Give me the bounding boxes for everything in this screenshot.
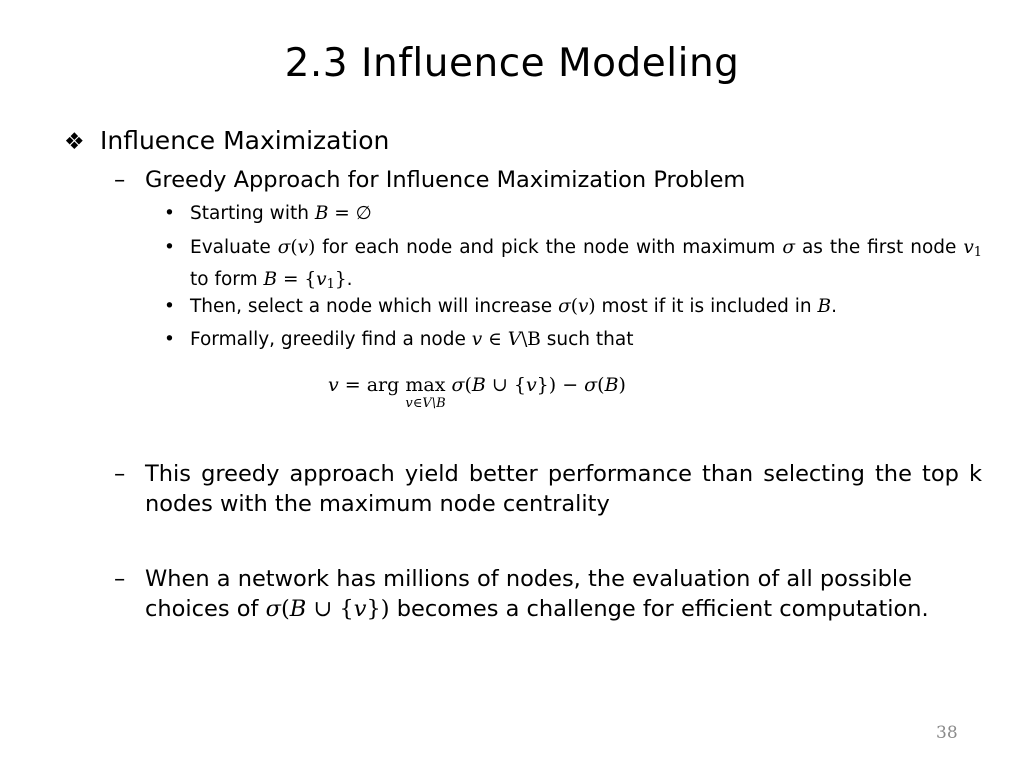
dash-marker: – <box>114 167 126 193</box>
text-segment: Evaluate <box>190 237 278 258</box>
text-segment: ) <box>308 237 316 258</box>
text-segment: ( <box>280 596 290 622</box>
text-segment: V <box>507 329 522 350</box>
formula-lhs <box>328 374 405 396</box>
text-segment: }) <box>366 596 390 622</box>
dot-marker: • <box>164 329 175 350</box>
text-segment: ( <box>290 237 298 258</box>
text-segment: }) − <box>536 374 585 396</box>
text-segment: . <box>831 296 837 317</box>
subbullet-text: Greedy Approach for Influence Maximization Problem <box>145 167 746 193</box>
formula-max-operator <box>405 374 446 411</box>
text-segment: B <box>289 596 307 622</box>
text-segment: v <box>525 374 537 396</box>
text-segment: for each node and pick the node with maximum <box>315 237 783 258</box>
text-segment: ) <box>588 296 596 317</box>
text-segment: B <box>314 203 329 224</box>
formula-rhs <box>445 374 626 396</box>
step-text <box>190 200 982 227</box>
text-segment: ( <box>597 374 605 396</box>
text-segment: B <box>263 269 278 291</box>
step-text <box>190 326 982 353</box>
text-segment: = ∅ <box>328 203 372 224</box>
text-segment: . <box>346 269 353 291</box>
text-segment: 1 <box>326 277 335 293</box>
text-segment: B <box>817 296 832 317</box>
text-segment: \B <box>521 329 541 350</box>
text-segment: ( <box>464 374 472 396</box>
dot-marker: • <box>164 296 175 317</box>
text-segment: σ <box>451 374 465 396</box>
text-segment: becomes a challenge for efficient computation. <box>389 596 929 622</box>
text-segment: This greedy approach yield better performance than selecting the top k nodes with the maximum node centrality <box>145 461 982 517</box>
text-segment: most if it is included in <box>595 296 818 317</box>
bullet-text: Influence Maximization <box>100 126 390 155</box>
text-segment: v <box>316 269 327 291</box>
text-segment: ∪ { <box>306 596 354 622</box>
argmax-formula <box>328 374 626 411</box>
page-number: 38 <box>936 723 958 743</box>
text-segment: = { <box>277 269 317 291</box>
text-segment: ∈ <box>482 329 508 350</box>
formula-max-subscript: v∈V\B <box>405 396 446 411</box>
text-segment: v <box>963 237 974 258</box>
text-segment: σ <box>265 596 281 622</box>
text-segment: B <box>471 374 486 396</box>
step-text <box>190 234 982 298</box>
diamond-bullet-icon: ❖ <box>64 129 85 155</box>
text-segment: to form <box>190 269 264 291</box>
text-segment: σ <box>782 237 796 258</box>
text-segment: v <box>577 296 589 317</box>
point-text <box>145 564 955 624</box>
text-segment: σ <box>277 237 291 258</box>
formula-max-label: max <box>405 374 446 396</box>
text-segment: } <box>334 269 347 291</box>
dash-marker: – <box>114 566 126 592</box>
text-segment: ∪ { <box>485 374 526 396</box>
text-segment: v <box>328 374 339 396</box>
slide-title: 2.3 Influence Modeling <box>284 41 740 86</box>
text-segment: v <box>471 329 483 350</box>
text-segment: When a network has millions of nodes, the evaluation of all possible choices of <box>145 566 912 622</box>
text-segment: B <box>604 374 619 396</box>
dot-marker: • <box>164 203 175 224</box>
text-segment: Then, select a node which will increase <box>190 296 559 317</box>
point-text <box>145 459 982 519</box>
text-segment: σ <box>584 374 598 396</box>
dash-marker: – <box>114 461 126 487</box>
text-segment: σ <box>558 296 571 317</box>
text-segment: 1 <box>973 245 983 261</box>
text-segment: = arg <box>338 374 406 396</box>
text-segment: Formally, greedily find a node <box>190 329 472 350</box>
text-segment: v <box>297 237 309 258</box>
text-segment: Starting with <box>190 203 315 224</box>
text-segment: v <box>353 596 367 622</box>
step-text <box>190 293 982 320</box>
text-segment: as the first node <box>795 237 964 258</box>
dot-marker: • <box>164 237 175 258</box>
text-segment: ( <box>570 296 578 317</box>
text-segment: such that <box>540 329 634 350</box>
text-segment: ) <box>618 374 626 396</box>
